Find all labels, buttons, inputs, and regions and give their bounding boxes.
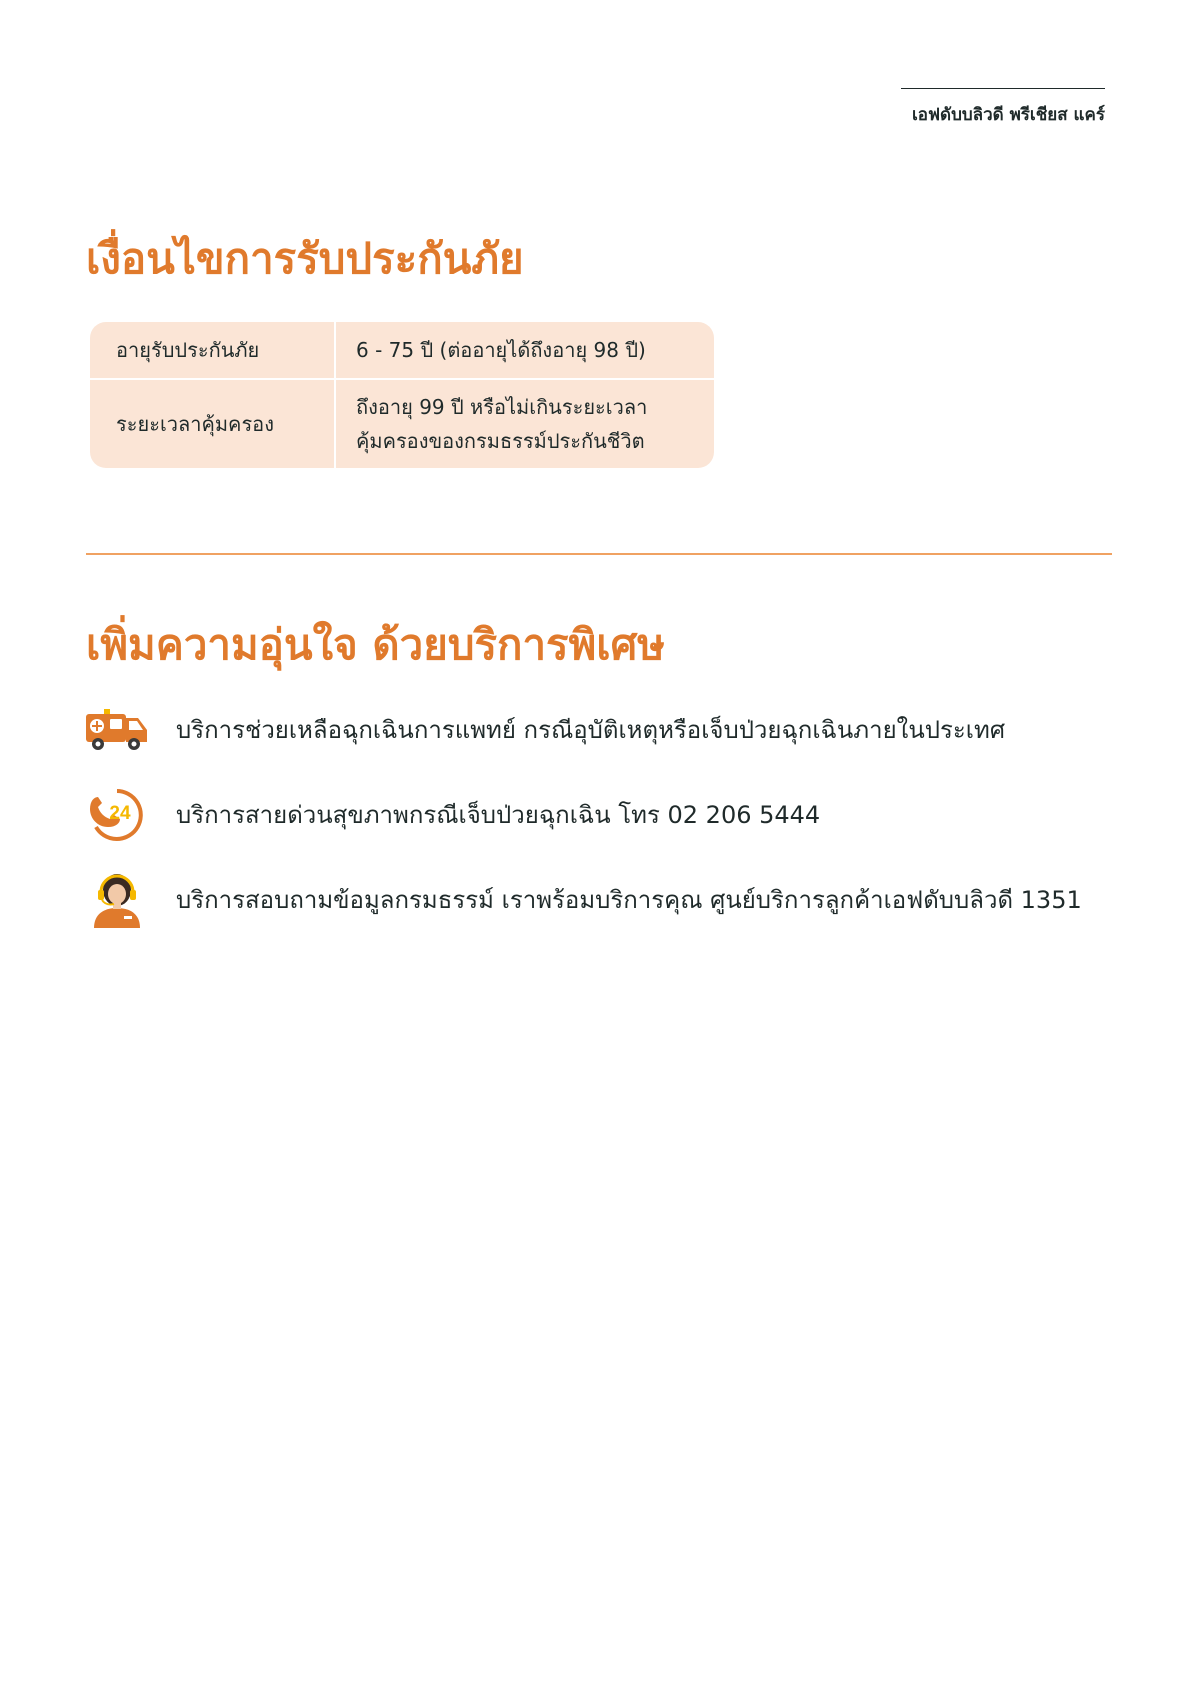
service-text-emergency: บริการช่วยเหลือฉุกเฉินการแพทย์ กรณีอุบัติเหตุหรือเจ็บป่วยฉุกเฉินภายในประเทศ: [176, 716, 1006, 744]
table-row: [90, 322, 714, 378]
row-label-age: อายุรับประกันภัย: [90, 322, 336, 378]
service-text-inquiry: บริการสอบถามข้อมูลกรมธรรม์ เราพร้อมบริการคุณ ศูนย์บริการลูกค้าเอฟดับบลิวดี 1351: [176, 886, 1082, 914]
value-line: ถึงอายุ 99 ปี หรือไม่เกินระยะเวลา: [356, 395, 648, 419]
services-title: เพิ่มความอุ่นใจ ด้วยบริการพิเศษ: [86, 620, 665, 669]
hotline-badge: 24: [109, 803, 131, 824]
ambulance-icon: [84, 700, 150, 760]
conditions-table: [90, 322, 714, 468]
service-list: [84, 700, 1114, 955]
call-center-agent-icon: [84, 870, 150, 930]
list-item: [84, 700, 1114, 785]
table-row: [90, 378, 714, 468]
row-value-age: [336, 322, 714, 378]
service-text-hotline: บริการสายด่วนสุขภาพกรณีเจ็บป่วยฉุกเฉิน โทร 02 206 5444: [176, 801, 821, 829]
hotline-24-icon: [84, 785, 150, 845]
row-value-coverage: [336, 380, 714, 468]
section-divider: [86, 553, 1112, 555]
list-item: [84, 785, 1114, 870]
value-line: คุ้มครองของกรมธรรม์ประกันชีวิต: [356, 429, 645, 453]
row-label-coverage: ระยะเวลาคุ้มครอง: [90, 380, 336, 468]
conditions-title: เงื่อนไขการรับประกันภัย: [86, 234, 524, 283]
value-line: 6 - 75 ปี (ต่ออายุได้ถึงอายุ 98 ปี): [356, 338, 646, 362]
header-brand: เอฟดับบลิวดี พรีเชียส แคร์: [901, 88, 1105, 128]
list-item: [84, 870, 1114, 955]
